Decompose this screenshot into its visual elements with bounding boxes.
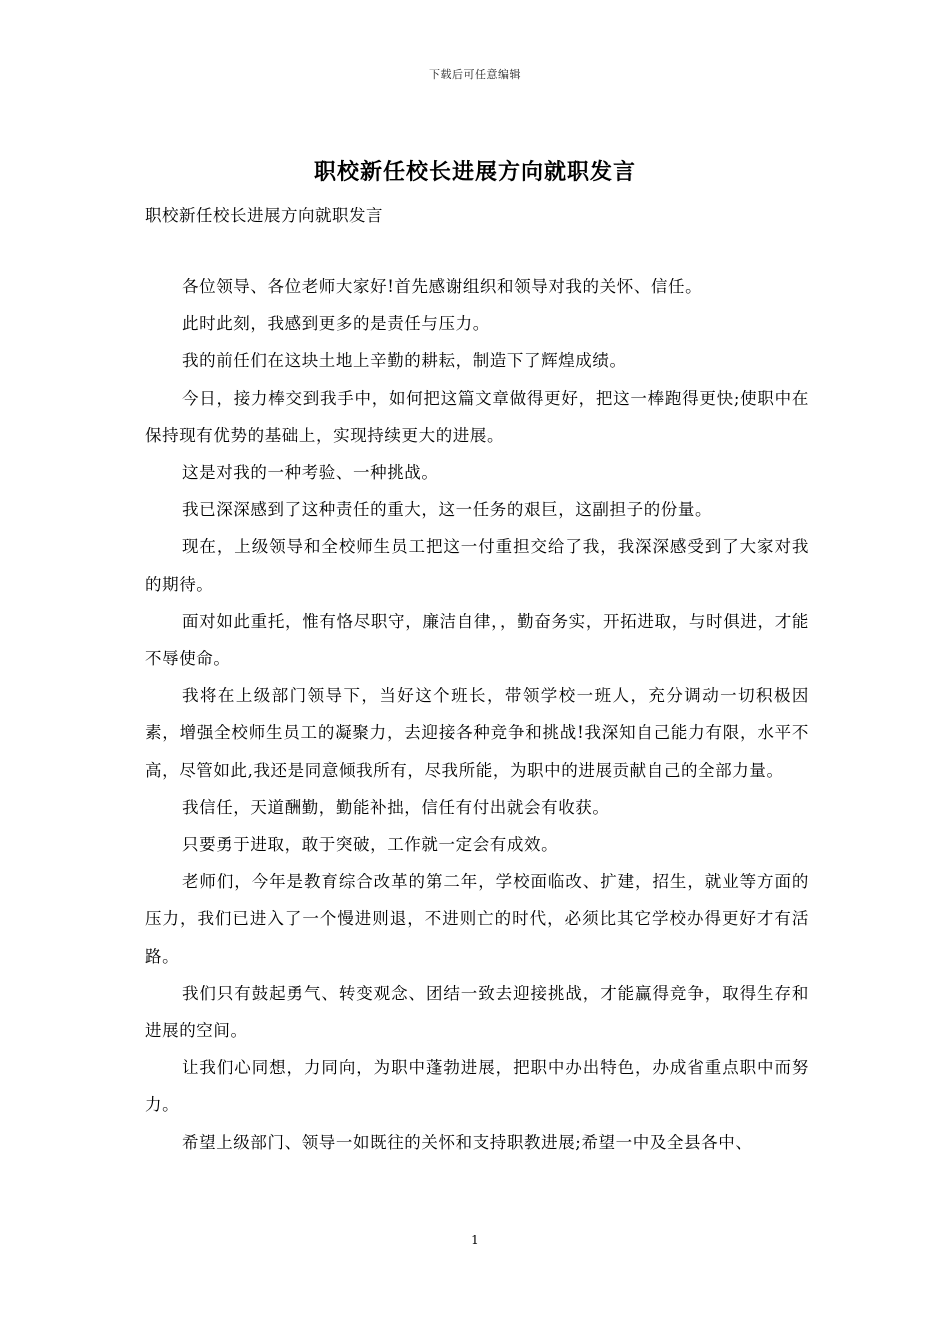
document-body [145, 268, 809, 1161]
document-title: 职校新任校长进展方向就职发言 [313, 159, 636, 185]
body-paragraph: 此时此刻，我感到更多的是责任与压力。 [182, 314, 490, 334]
body-paragraph: 今日，接力棒交到我手中，如何把这篇文章做得更好，把这一棒跑得更快;使职中在保持现有优势的基础上，实现持续更大的进展。 [145, 388, 809, 445]
body-paragraph: 面对如此重托，惟有恪尽职守，廉洁自律，，勤奋务实，开拓进取，与时俱进，才能不辱使命。 [145, 611, 809, 669]
body-paragraph: 现在，上级领导和全校师生员工把这一付重担交给了我，我深深感受到了大家对我的期待。 [145, 537, 809, 594]
page-number: 1 [471, 1233, 479, 1247]
header-note: 下载后可任意编辑 [429, 68, 521, 81]
body-paragraph: 我们只有鼓起勇气、转变观念、团结一致去迎接挑战，才能赢得竞争，取得生存和进展的空间。 [145, 983, 809, 1041]
body-paragraph: 我信任，天道酬勤，勤能补拙，信任有付出就会有收获。 [182, 797, 610, 817]
body-paragraph: 老师们，今年是教育综合改革的第二年，学校面临改、扩建，招生，就业等方面的压力，我们已进入了一个慢进则退，不进则亡的时代，必须比其它学校办得更好才有活路。 [145, 872, 809, 966]
body-paragraph: 我的前任们在这块土地上辛勤的耕耘，制造下了辉煌成绩。 [182, 351, 627, 371]
body-paragraph: 只要勇于进取，敢于突破，工作就一定会有成效。 [182, 835, 559, 855]
document-subtitle: 职校新任校长进展方向就职发言 [145, 206, 383, 225]
body-paragraph: 让我们心同想，力同向，为职中蓬勃进展，把职中办出特色，办成省重点职中而努力。 [145, 1058, 809, 1115]
body-paragraph: 我将在上级部门领导下，当好这个班长，带领学校一班人，充分调动一切积极因素，增强全校师生员工的凝聚力，去迎接各种竞争和挑战!我深知自己能力有限，水平不高，尽管如此,我还是同意倾我所有，尽我所能，为职中的进展贡献自己的全部力量。 [145, 686, 809, 780]
body-paragraph: 希望上级部门、领导一如既往的关怀和支持职教进展;希望一中及全县各中、 [182, 1132, 753, 1152]
body-paragraph: 各位领导、各位老师大家好!首先感谢组织和领导对我的关怀、信任。 [182, 277, 703, 296]
body-paragraph: 我已深深感到了这种责任的重大，这一任务的艰巨，这副担子的份量。 [182, 500, 713, 520]
body-paragraph: 这是对我的一种考验、一种挑战。 [182, 463, 439, 483]
